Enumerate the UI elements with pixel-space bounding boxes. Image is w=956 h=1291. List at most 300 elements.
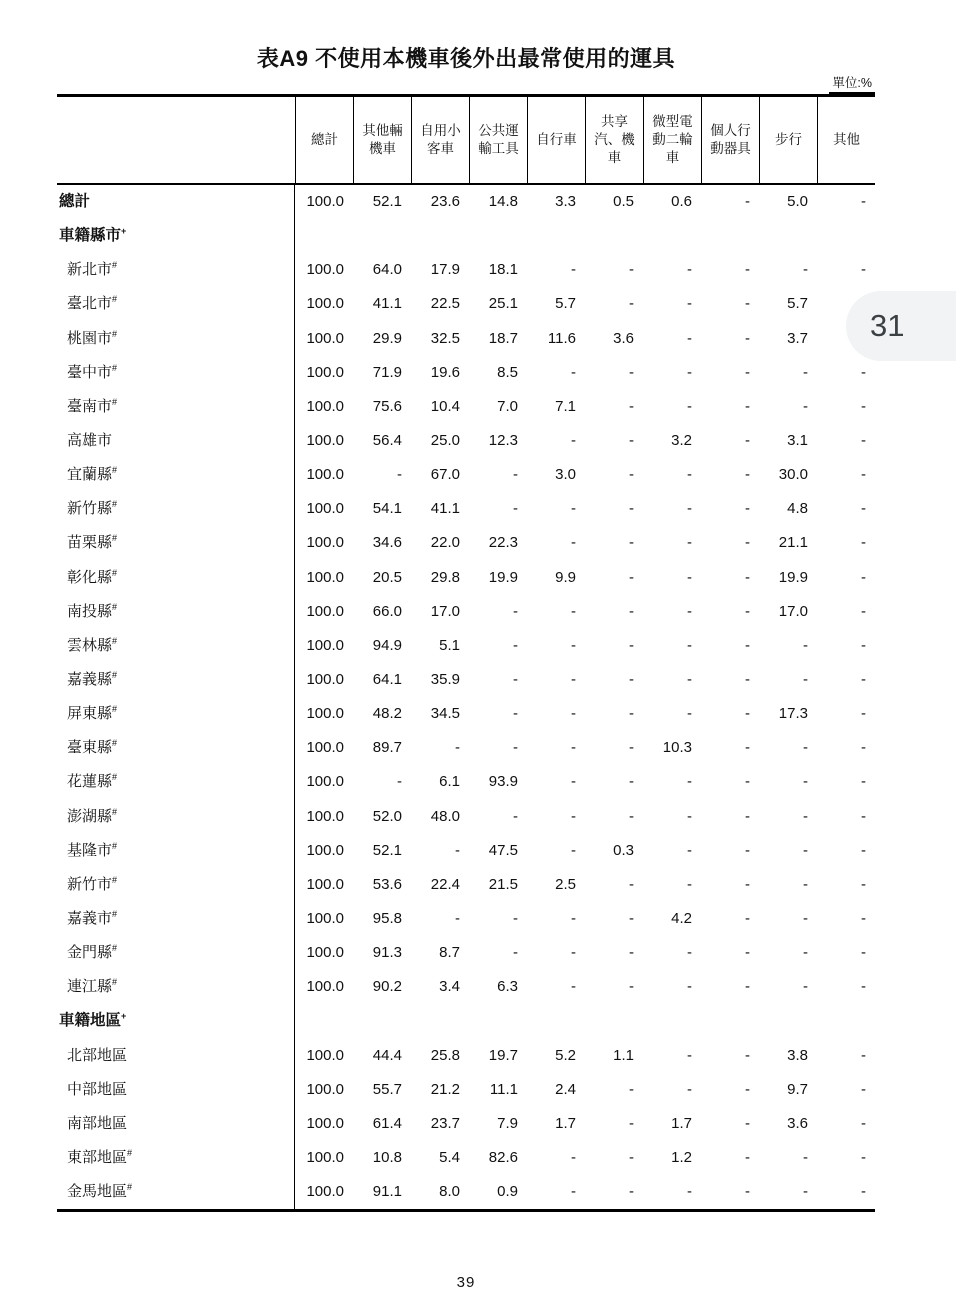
value-cell: 17.9 xyxy=(430,261,460,279)
value-cell: - xyxy=(745,568,750,586)
row-label-superscript: # xyxy=(112,977,118,988)
value-cell: - xyxy=(629,363,634,381)
value-cell: 0.3 xyxy=(613,841,634,859)
row-label-superscript: # xyxy=(112,362,118,373)
value-cell: - xyxy=(687,568,692,586)
value-cell xyxy=(759,1004,817,1038)
value-cell: - xyxy=(571,363,576,381)
row-label-text: 中部地區 xyxy=(67,1080,128,1098)
value-cell: 100.0 xyxy=(306,1080,344,1098)
value-cell: - xyxy=(513,636,518,654)
row-label-text: 總計 xyxy=(59,193,91,210)
value-cell: 3.4 xyxy=(439,978,460,996)
value-cell xyxy=(527,219,585,253)
value-cell: - xyxy=(861,363,866,381)
value-cell: - xyxy=(629,1114,634,1132)
value-cell: - xyxy=(629,739,634,757)
value-cell: - xyxy=(745,1080,750,1098)
value-cell: - xyxy=(687,1183,692,1201)
value-cell: 100.0 xyxy=(306,739,344,757)
row-label-superscript: + xyxy=(121,225,127,236)
value-cell xyxy=(353,1004,411,1038)
row-label-superscript: # xyxy=(112,806,118,817)
value-cell: - xyxy=(629,568,634,586)
value-cell: 1.2 xyxy=(671,1148,692,1166)
value-cell: 100.0 xyxy=(306,1148,344,1166)
value-cell: 21.2 xyxy=(430,1080,460,1098)
value-cell: - xyxy=(687,773,692,791)
table-row xyxy=(57,868,875,902)
row-label-superscript: + xyxy=(121,1011,127,1022)
value-cell: 100.0 xyxy=(306,1046,344,1064)
row-label-text: 臺東縣 xyxy=(67,739,113,757)
value-cell: 89.7 xyxy=(372,739,402,757)
value-cell: - xyxy=(687,636,692,654)
value-cell: 0.9 xyxy=(497,1183,518,1201)
value-cell: 100.0 xyxy=(306,500,344,518)
value-cell: 100.0 xyxy=(306,602,344,620)
value-cell: - xyxy=(455,909,460,927)
row-label xyxy=(57,561,295,595)
column-header: 其他 xyxy=(817,97,875,183)
value-cell: - xyxy=(629,705,634,723)
value-cell: - xyxy=(455,739,460,757)
value-cell: 100.0 xyxy=(306,636,344,654)
value-cell: 34.5 xyxy=(430,705,460,723)
value-cell: 54.1 xyxy=(372,500,402,518)
value-cell: - xyxy=(861,1080,866,1098)
value-cell: 22.3 xyxy=(488,534,518,552)
value-cell: 100.0 xyxy=(306,363,344,381)
row-label-text: 宜蘭縣 xyxy=(67,466,113,484)
table-row xyxy=(57,424,875,458)
value-cell: 10.4 xyxy=(430,397,460,415)
value-cell: - xyxy=(745,397,750,415)
row-label-text: 嘉義縣 xyxy=(67,670,113,688)
row-label xyxy=(57,526,295,560)
value-cell: 100.0 xyxy=(306,944,344,962)
value-cell: - xyxy=(571,670,576,688)
value-cell: 93.9 xyxy=(488,773,518,791)
column-header: 總計 xyxy=(295,97,353,183)
value-cell: - xyxy=(745,261,750,279)
row-label xyxy=(57,834,295,868)
value-cell: - xyxy=(571,841,576,859)
value-cell: 100.0 xyxy=(306,397,344,415)
value-cell: 100.0 xyxy=(306,568,344,586)
value-cell: 17.0 xyxy=(778,602,808,620)
value-cell: - xyxy=(745,739,750,757)
value-cell: - xyxy=(861,1148,866,1166)
value-cell: - xyxy=(745,670,750,688)
value-cell: 100.0 xyxy=(306,295,344,313)
row-label-text: 臺中市 xyxy=(67,363,113,381)
table-row xyxy=(57,902,875,936)
row-label-superscript: # xyxy=(112,943,118,954)
value-cell: - xyxy=(861,944,866,962)
row-label-superscript: # xyxy=(112,294,118,305)
value-cell: - xyxy=(571,705,576,723)
row-label xyxy=(57,322,295,356)
value-cell: 61.4 xyxy=(372,1114,402,1132)
value-cell: 7.0 xyxy=(497,397,518,415)
value-cell: - xyxy=(513,602,518,620)
value-cell xyxy=(469,219,527,253)
value-cell: - xyxy=(571,602,576,620)
value-cell: - xyxy=(803,1148,808,1166)
value-cell: 22.5 xyxy=(430,295,460,313)
value-cell xyxy=(527,1004,585,1038)
value-cell: - xyxy=(629,500,634,518)
value-cell: 1.7 xyxy=(671,1114,692,1132)
value-cell: - xyxy=(629,1183,634,1201)
value-cell: - xyxy=(861,261,866,279)
value-cell: - xyxy=(571,431,576,449)
value-cell: 19.7 xyxy=(488,1046,518,1064)
row-label xyxy=(57,936,295,970)
row-label-text: 金馬地區 xyxy=(67,1183,128,1201)
value-cell: - xyxy=(513,739,518,757)
value-cell: - xyxy=(861,397,866,415)
value-cell: 90.2 xyxy=(372,978,402,996)
column-header: 其他輛機車 xyxy=(353,97,411,183)
value-cell: 100.0 xyxy=(306,431,344,449)
row-label-text: 嘉義市 xyxy=(67,909,113,927)
value-cell: - xyxy=(687,261,692,279)
column-header: 共享汽、機車 xyxy=(585,97,643,183)
column-header: 自行車 xyxy=(527,97,585,183)
value-cell: - xyxy=(745,1148,750,1166)
value-cell: - xyxy=(861,568,866,586)
table-row xyxy=(57,390,875,424)
row-label xyxy=(57,1073,295,1107)
row-label-superscript: # xyxy=(112,738,118,749)
value-cell: 56.4 xyxy=(372,431,402,449)
table-row xyxy=(57,1039,875,1073)
value-cell: 100.0 xyxy=(306,1114,344,1132)
table-row xyxy=(57,765,875,799)
row-label xyxy=(57,1175,295,1209)
row-label xyxy=(57,1107,295,1141)
value-cell: - xyxy=(571,500,576,518)
row-label-superscript: # xyxy=(112,874,118,885)
value-cell xyxy=(643,219,701,253)
table-row xyxy=(57,1175,875,1209)
value-cell: - xyxy=(629,875,634,893)
value-cell: - xyxy=(803,875,808,893)
table-row xyxy=(57,253,875,287)
value-cell: - xyxy=(803,636,808,654)
table-row xyxy=(57,970,875,1004)
value-cell: - xyxy=(687,841,692,859)
value-cell: - xyxy=(861,841,866,859)
value-cell: - xyxy=(571,909,576,927)
row-label xyxy=(57,765,295,799)
row-label xyxy=(57,663,295,697)
table-row xyxy=(57,629,875,663)
value-cell: - xyxy=(629,807,634,825)
value-cell: - xyxy=(861,431,866,449)
value-cell xyxy=(701,1004,759,1038)
row-label-text: 澎湖縣 xyxy=(67,807,113,825)
value-cell: 14.8 xyxy=(488,193,518,210)
value-cell: - xyxy=(745,500,750,518)
value-cell: - xyxy=(745,363,750,381)
value-cell: 29.8 xyxy=(430,568,460,586)
value-cell: - xyxy=(513,705,518,723)
value-cell: - xyxy=(629,397,634,415)
value-cell: - xyxy=(455,841,460,859)
value-cell: - xyxy=(513,909,518,927)
row-label xyxy=(57,219,295,253)
value-cell: - xyxy=(687,875,692,893)
row-label-text: 屏東縣 xyxy=(67,705,113,723)
footer-page-number: 39 xyxy=(456,1274,476,1291)
value-cell: 17.3 xyxy=(778,705,808,723)
value-cell: - xyxy=(571,807,576,825)
value-cell: - xyxy=(745,705,750,723)
row-label-superscript: # xyxy=(112,908,118,919)
value-cell: 41.1 xyxy=(372,295,402,313)
value-cell: 75.6 xyxy=(372,397,402,415)
value-cell: - xyxy=(803,261,808,279)
value-cell: - xyxy=(629,1148,634,1166)
value-cell: 6.3 xyxy=(497,978,518,996)
value-cell xyxy=(701,219,759,253)
column-header: 公共運輸工具 xyxy=(469,97,527,183)
row-label-text: 雲林縣 xyxy=(67,636,113,654)
value-cell: 0.6 xyxy=(671,193,692,210)
row-label-superscript: # xyxy=(127,1147,133,1158)
row-label-text: 東部地區 xyxy=(67,1148,128,1166)
row-header-corner-cell xyxy=(57,97,295,183)
value-cell: 22.0 xyxy=(430,534,460,552)
value-cell: 3.0 xyxy=(555,466,576,484)
value-cell: - xyxy=(687,466,692,484)
value-cell: 100.0 xyxy=(306,329,344,347)
value-cell: - xyxy=(513,807,518,825)
value-cell: 100.0 xyxy=(306,841,344,859)
value-cell: 11.1 xyxy=(489,1080,518,1098)
value-cell: - xyxy=(745,329,750,347)
row-label-superscript: # xyxy=(112,499,118,510)
value-cell: - xyxy=(803,363,808,381)
value-cell: 0.5 xyxy=(613,193,634,210)
table-row xyxy=(57,663,875,697)
value-cell: - xyxy=(397,466,402,484)
table-row xyxy=(57,731,875,765)
value-cell: - xyxy=(861,602,866,620)
value-cell: - xyxy=(861,1046,866,1064)
value-cell: 100.0 xyxy=(306,670,344,688)
value-cell: 9.9 xyxy=(555,568,576,586)
table-header-row xyxy=(57,97,875,185)
value-cell: - xyxy=(629,909,634,927)
value-cell: 30.0 xyxy=(778,466,808,484)
value-cell xyxy=(759,219,817,253)
row-label xyxy=(57,697,295,731)
value-cell: - xyxy=(745,1114,750,1132)
value-cell: - xyxy=(629,670,634,688)
row-label-superscript: # xyxy=(112,840,118,851)
value-cell: 94.9 xyxy=(372,636,402,654)
value-cell: 19.9 xyxy=(488,568,518,586)
table-row xyxy=(57,322,875,356)
value-cell: - xyxy=(571,636,576,654)
value-cell: - xyxy=(745,773,750,791)
value-cell: 6.1 xyxy=(439,773,460,791)
value-cell: - xyxy=(745,1183,750,1201)
value-cell: - xyxy=(861,636,866,654)
value-cell: 8.0 xyxy=(439,1183,460,1201)
value-cell: 64.1 xyxy=(372,670,402,688)
value-cell: - xyxy=(513,670,518,688)
value-cell: - xyxy=(687,329,692,347)
value-cell: 100.0 xyxy=(306,261,344,279)
table-row xyxy=(57,526,875,560)
value-cell: 64.0 xyxy=(372,261,402,279)
value-cell: 52.1 xyxy=(372,841,402,859)
value-cell xyxy=(295,219,353,253)
column-header: 微型電動二輪車 xyxy=(643,97,701,183)
value-cell: 23.6 xyxy=(430,193,460,210)
value-cell: - xyxy=(861,670,866,688)
value-cell: - xyxy=(629,944,634,962)
value-cell: 3.3 xyxy=(555,193,576,210)
row-label-text: 南投縣 xyxy=(67,602,113,620)
row-label xyxy=(57,356,295,390)
value-cell xyxy=(411,1004,469,1038)
row-label-text: 新北市 xyxy=(67,261,113,279)
value-cell: 5.2 xyxy=(555,1046,576,1064)
value-cell: - xyxy=(687,363,692,381)
row-label-text: 南部地區 xyxy=(67,1114,128,1132)
value-cell: - xyxy=(687,978,692,996)
value-cell: 4.2 xyxy=(671,909,692,927)
row-label-superscript: # xyxy=(112,465,118,476)
value-cell: 11.6 xyxy=(547,329,576,347)
row-label xyxy=(57,492,295,526)
value-cell: - xyxy=(745,909,750,927)
value-cell: - xyxy=(687,944,692,962)
value-cell: - xyxy=(861,193,866,210)
value-cell: 9.7 xyxy=(787,1080,808,1098)
column-header: 步行 xyxy=(759,97,817,183)
value-cell: 3.2 xyxy=(671,431,692,449)
value-cell: 3.7 xyxy=(787,329,808,347)
value-cell: - xyxy=(687,705,692,723)
value-cell: - xyxy=(803,773,808,791)
value-cell: - xyxy=(803,909,808,927)
value-cell xyxy=(817,1004,875,1038)
value-cell: - xyxy=(629,978,634,996)
row-label-text: 臺南市 xyxy=(67,397,113,415)
row-label xyxy=(57,629,295,663)
value-cell: 66.0 xyxy=(372,602,402,620)
value-cell: 91.1 xyxy=(372,1183,402,1201)
value-cell: - xyxy=(687,295,692,313)
value-cell: - xyxy=(571,944,576,962)
value-cell: 3.1 xyxy=(787,431,808,449)
value-cell: - xyxy=(629,773,634,791)
value-cell: - xyxy=(861,1114,866,1132)
value-cell: - xyxy=(629,261,634,279)
value-cell: - xyxy=(745,841,750,859)
value-cell: 100.0 xyxy=(306,773,344,791)
table-row xyxy=(57,595,875,629)
value-cell: 35.9 xyxy=(430,670,460,688)
value-cell xyxy=(585,219,643,253)
row-label xyxy=(57,424,295,458)
value-cell: 25.0 xyxy=(430,431,460,449)
value-cell: - xyxy=(803,978,808,996)
column-header: 個人行動器具 xyxy=(701,97,759,183)
row-label-superscript: # xyxy=(112,772,118,783)
table-row xyxy=(57,834,875,868)
value-cell: 7.9 xyxy=(497,1114,518,1132)
row-label-superscript: # xyxy=(112,635,118,646)
value-cell: 5.7 xyxy=(787,295,808,313)
value-cell: - xyxy=(745,875,750,893)
value-cell: - xyxy=(803,1183,808,1201)
value-cell: 3.6 xyxy=(787,1114,808,1132)
value-cell: 100.0 xyxy=(306,978,344,996)
value-cell: - xyxy=(745,466,750,484)
value-cell: 100.0 xyxy=(306,875,344,893)
table-row xyxy=(57,356,875,390)
table-row xyxy=(57,287,875,321)
value-cell: 52.1 xyxy=(372,193,402,210)
row-label-text: 北部地區 xyxy=(67,1046,128,1064)
value-cell xyxy=(817,219,875,253)
value-cell: - xyxy=(745,534,750,552)
row-label-text: 基隆市 xyxy=(67,841,113,859)
value-cell: 29.9 xyxy=(372,329,402,347)
value-cell: 44.4 xyxy=(372,1046,402,1064)
value-cell: 52.0 xyxy=(372,807,402,825)
row-label-superscript: # xyxy=(112,567,118,578)
value-cell: 17.0 xyxy=(430,602,460,620)
value-cell: 4.8 xyxy=(787,500,808,518)
value-cell: 71.9 xyxy=(372,363,402,381)
row-label xyxy=(57,253,295,287)
table-row xyxy=(57,492,875,526)
value-cell: 21.5 xyxy=(488,875,518,893)
value-cell: - xyxy=(571,773,576,791)
value-cell: 5.0 xyxy=(787,193,808,210)
value-cell: 8.5 xyxy=(497,363,518,381)
value-cell: 8.7 xyxy=(439,944,460,962)
row-label-superscript: # xyxy=(112,669,118,680)
value-cell: - xyxy=(861,875,866,893)
value-cell xyxy=(411,219,469,253)
row-label-text: 車籍地區 xyxy=(59,1012,122,1030)
value-cell: - xyxy=(629,431,634,449)
value-cell: - xyxy=(687,500,692,518)
value-cell: - xyxy=(629,636,634,654)
value-cell: - xyxy=(861,466,866,484)
value-cell: - xyxy=(397,773,402,791)
table-row xyxy=(57,1004,875,1038)
table-row xyxy=(57,1073,875,1107)
value-cell: - xyxy=(803,397,808,415)
table-row xyxy=(57,1107,875,1141)
row-label-text: 臺北市 xyxy=(67,295,113,313)
value-cell: 48.0 xyxy=(430,807,460,825)
value-cell: - xyxy=(861,534,866,552)
value-cell: - xyxy=(687,534,692,552)
value-cell: 19.6 xyxy=(430,363,460,381)
